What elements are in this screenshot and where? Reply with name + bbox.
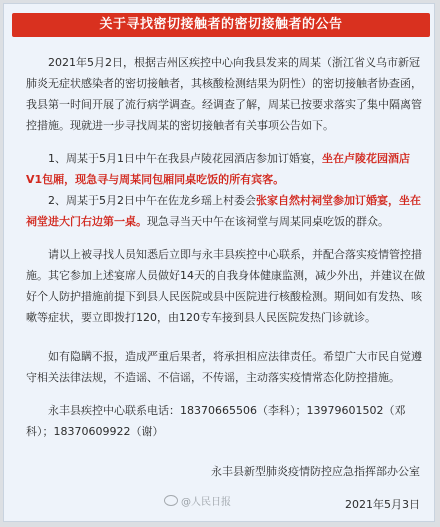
weibo-icon: [164, 495, 178, 506]
notice-body: [26, 52, 426, 442]
signature-block: [211, 463, 420, 514]
item-1-highlight: 坐在卢陵花园酒店V1包厢，现急寻与周某同包厢同桌吃饭的所有宾客。: [26, 152, 410, 186]
item-2-highlight: 张家自然村祠堂参加订婚宴，坐在祠堂进大门右边第一桌。: [26, 194, 421, 228]
issue-date: 2021年5月3日: [345, 498, 420, 511]
notice-document: [3, 3, 435, 522]
notice-title: 关于寻找密切接触者的密切接触者的公告: [99, 17, 343, 32]
item-1-text: 1、周某于5月1日中午在我县卢陵花园酒店参加订婚宴，: [48, 152, 322, 165]
watermark: [164, 493, 231, 508]
item-2-text: 2、周某于5月2日中午在佐龙乡瑶上村委会: [48, 194, 256, 207]
item-2-tail: 现急寻当天中午在该祠堂与周某同桌吃饭的群众。: [147, 215, 389, 228]
issuing-organization: 永丰县新型肺炎疫情防控应急指挥部办公室: [211, 465, 420, 478]
watermark-text: @人民日报: [181, 497, 231, 508]
paragraph-intro: 2021年5月2日，根据吉州区疾控中心向我县发来的周某（浙江省义乌市新冠肺炎无症状感染者的密切接触者，其核酸检测结果为阴性）的密切接触者协查函，我县第一时间开展了流行病学调查。经调查了解，周某已按要求落实了集中隔离管控措施。现就进一步寻找周某的密切接触者有关事项公告如下。: [26, 56, 422, 132]
paragraph-contact: 永丰县疾控中心联系电话：18370665506（李科）；13979601502（邓科）；18370609922（谢）: [26, 404, 406, 438]
paragraph-item-1: [26, 148, 426, 190]
paragraph-warning: 如有隐瞒不报，造成严重后果者，将承担相应法律责任。希望广大市民自觉遵守相关法律法规，不造谣、不信谣，不传谣，主动落实疫情常态化防控措施。: [26, 350, 422, 384]
paragraph-item-2: [26, 190, 426, 232]
paragraph-instructions: 请以上被寻找人员知悉后立即与永丰县疾控中心联系，并配合落实疫情管控措施。其它参加上述宴席人员做好14天的自我身体健康监测，减少外出，并建议在做好个人防护措施前提下到县人民医院或县中医院进行核酸检测。期间如有发热、咳嗽等症状，要立即拨打120，由120专车接到县人民医院发热门诊就诊。: [26, 248, 425, 324]
notice-title-banner: [12, 13, 430, 37]
